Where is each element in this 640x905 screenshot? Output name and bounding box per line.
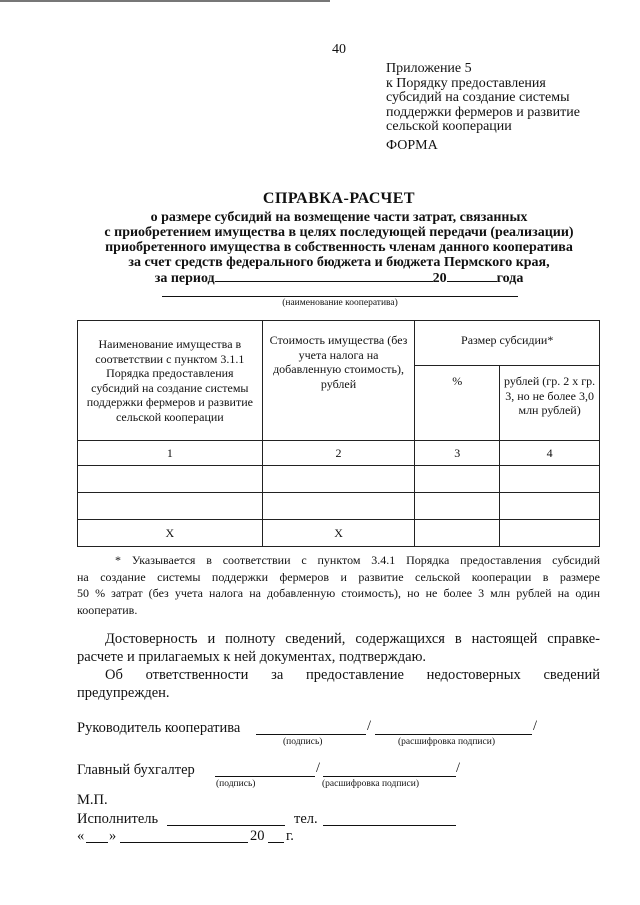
table-cell[interactable] [78,466,263,493]
appendix-line: поддержки фермеров и развитие [386,104,580,120]
footnote-line: кооператив. [77,602,138,617]
col4-header: рублей (гр. 2 х гр. 3, но не более 3,0 млн рублей) [500,366,600,441]
page-number: 40 [332,42,346,57]
accountant-signature-field[interactable] [215,776,315,777]
table-row [78,466,600,493]
accountant-decoding-caption: (расшифровка подписи) [322,779,419,789]
period-suffix: года [496,271,524,286]
footnote-line: * Указывается в соответствии с пунктом 3.4.1 Порядка предоставления субсидий [115,553,600,567]
subtitle-line: за счет средств федерального бюджета и бюджета Пермского края, [128,255,550,270]
period-line [0,270,640,286]
accountant-signature-caption: (подпись) [216,779,256,789]
col2-header: Стоимость имущества (без учета налога на добавленную стоимость), рублей [262,321,415,441]
accountant-slash: / [316,760,321,776]
col-number: 2 [262,441,415,466]
subtitle-line: приобретенного имущества в собственность членам данного кооператива [105,240,573,255]
subtitle-line: с приобретением имущества в целях последующей передачи (реализации) [104,225,574,240]
stamp-label: М.П. [77,792,108,808]
cooperative-name-field[interactable] [162,296,518,297]
table-row [78,493,600,520]
table-cell[interactable] [500,466,600,493]
phone-field[interactable] [323,825,456,826]
total-cell: Х [78,520,263,547]
accountant-label: Главный бухгалтер [77,762,195,778]
date-year-prefix: 20 [250,828,265,844]
phone-label: тел. [294,811,318,827]
col-number: 4 [500,441,600,466]
table-cell[interactable] [415,466,500,493]
head-slash: / [367,718,372,734]
date-month-field[interactable] [120,842,248,843]
date-year-field[interactable] [268,842,284,843]
col34-header: Размер субсидии* [415,321,600,366]
total-row [78,520,600,547]
subtitle-line: о размере субсидий на возмещение части затрат, связанных [150,210,528,225]
appendix-line: сельской кооперации [386,119,512,134]
confirmation-line: расчете и прилагаемых к ней документах, подтверждаю. [77,649,427,665]
date-year-suffix: г. [286,828,294,844]
table-cell[interactable] [262,466,415,493]
col3-header: % [415,366,500,441]
appendix-block [386,62,580,135]
document-title: СПРАВКА-РАСЧЕТ [262,190,416,207]
period-prefix: за период [154,271,215,286]
confirmation-line: Об ответственности за предоставление недостоверных сведений [105,667,600,683]
col-number: 1 [78,441,263,466]
period-year-prefix: 20 [432,271,447,286]
total-cell: Х [262,520,415,547]
table-cell[interactable] [500,493,600,520]
appendix-line: субсидий на создание системы [386,90,570,105]
date-open-quote: « [77,828,85,844]
appendix-line: к Порядку предоставления [386,75,546,91]
confirmation-text [77,630,600,702]
total-cell[interactable] [415,520,500,547]
top-edge-line [0,0,330,2]
head-decoding-caption: (расшифровка подписи) [398,737,495,747]
confirmation-line: Достоверность и полноту сведений, содержащихся в настоящей справке- [105,631,600,647]
head-slash-end: / [533,718,538,734]
period-year-field[interactable] [447,270,497,282]
date-close-quote: » [109,828,117,844]
date-day-field[interactable] [86,842,108,843]
accountant-slash-end: / [456,760,461,776]
confirmation-line: предупрежден. [77,685,170,701]
head-signature-field[interactable] [256,734,366,735]
accountant-decoding-field[interactable] [323,776,456,777]
col-number: 3 [415,441,500,466]
footnote-line: 50 % затрат (без учета налога на добавленную стоимость), но не более 3 млн рублей на один [77,586,600,600]
table-cell[interactable] [262,493,415,520]
head-signature-caption: (подпись) [283,737,323,747]
table-cell[interactable] [415,493,500,520]
footnote [77,552,600,618]
head-label: Руководитель кооператива [77,720,241,736]
col1-header: Наименование имущества в соответствии с пунктом 3.1.1 Порядка предоставления субсидий на создание системы поддержки фермеров и развитие сельской кооперации [78,321,263,441]
period-field[interactable] [215,270,433,282]
appendix-line: Приложение 5 [386,61,472,76]
column-numbers-row [78,441,600,466]
head-decoding-field[interactable] [375,734,532,735]
form-label: ФОРМА [386,138,438,153]
subsidy-table [77,320,600,547]
executor-field[interactable] [167,825,285,826]
footnote-line: на создание системы поддержки фермеров и развитие сельской кооперации в размере [77,569,600,584]
total-cell[interactable] [500,520,600,547]
executor-label: Исполнитель [77,811,159,827]
document-subtitle [0,210,640,286]
cooperative-name-caption: (наименование кооператива) [282,298,398,308]
table-cell[interactable] [78,493,263,520]
